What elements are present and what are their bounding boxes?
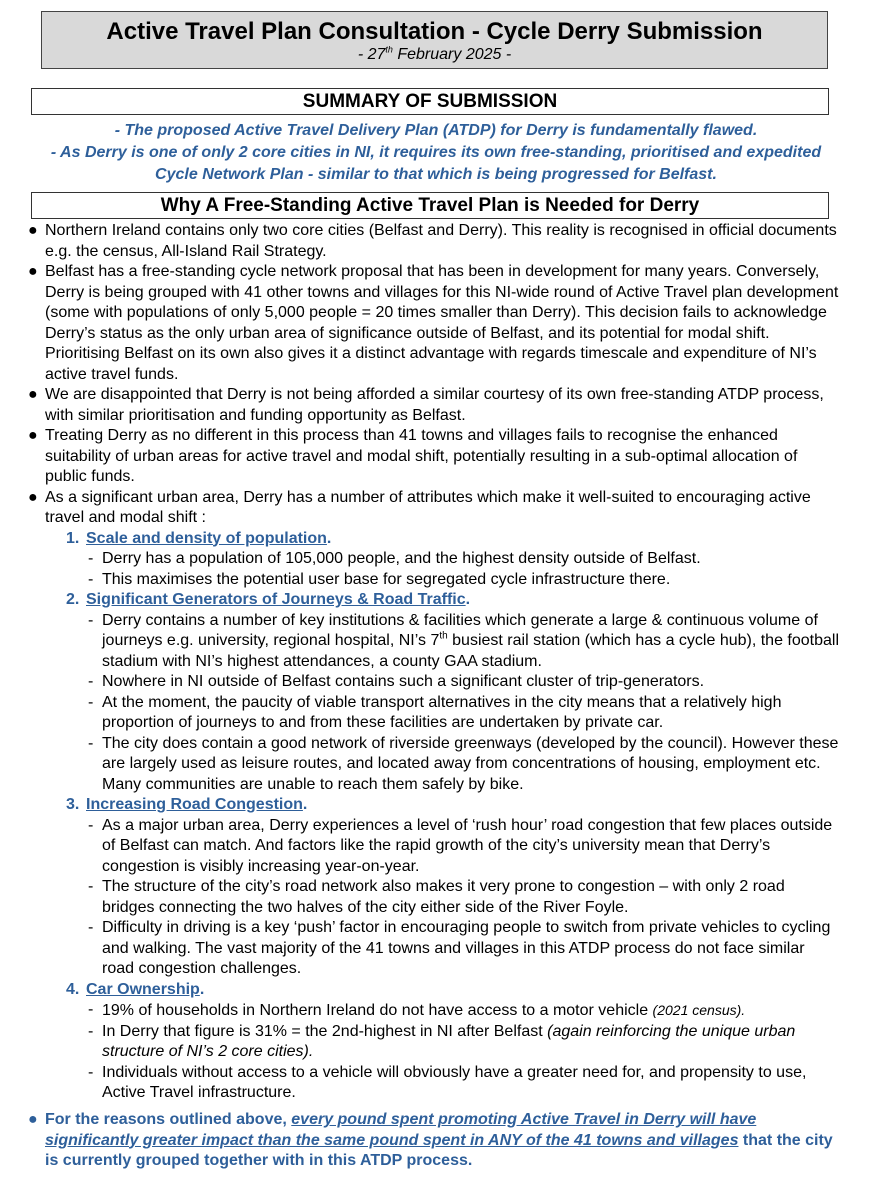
- attribute-point: - Individuals without access to a vehicle will obviously have a greater need for, and propensity to use, Active Travel infrastructure.: [88, 1063, 807, 1101]
- summary-line-2: - As Derry is one of only 2 core cities in NI, it requires its own free-standing, prioritised and expedited Cycle Network Plan - similar to that which is being progressed for Belfast.: [50, 144, 822, 183]
- attribute-heading: 1. Scale and density of population.: [66, 529, 332, 547]
- attribute-point: - In Derry that figure is 31% = the 2nd-highest in NI after Belfast (again reinforcing the unique urban structure of NI’s 2 core cities).: [88, 1022, 796, 1060]
- document-date: - 27th February 2025 -: [357, 44, 512, 63]
- bullet-item: ● Belfast has a free-standing cycle network proposal that has been in development for many years. Conversely, Derry is being grouped with 41 other towns and villages for this NI-wide round of Active Travel plan development (some with populations of only 5,000 people = 20 times smaller than Derry). This decision fails to acknowledge Derry’s status as the only urban area of significance outside of Belfast, and its potential for modal shift. Prioritising Belfast on its own also gives it a distinct advantage with regards timescale and expenditure of NI’s active travel funds.: [28, 263, 839, 383]
- bullet-item: ● Northern Ireland contains only two core cities (Belfast and Derry). This reality is recognised in official documents e.g. the census, All-Island Rail Strategy.: [28, 222, 837, 260]
- attribute-point: - Difficulty in driving is a key ‘push’ factor in encouraging people to switch from private vehicles to cycling and walking. The vast majority of the 41 towns and villages in this ATDP process do not face similar road congestion challenges.: [88, 919, 831, 977]
- bullet-icon: ●: [28, 263, 38, 280]
- bullet-icon: ●: [28, 1111, 38, 1128]
- conclusion: ● For the reasons outlined above, every pound spent promoting Active Travel in Derry will have significantly greater impact than the same pound spent in ANY of the 41 towns and villages that the city is currently grouped together with in this ATDP process.: [28, 1111, 833, 1169]
- conclusion-emphasis: every pound spent promoting Active Travel in Derry will have significantly greater impact than the same pound spent in ANY of the 41 towns and villages: [45, 1111, 757, 1149]
- why-heading: Why A Free-Standing Active Travel Plan is Needed for Derry: [31, 192, 829, 219]
- bullet-icon: ●: [28, 222, 38, 239]
- why-content: [28, 221, 840, 1104]
- attribute-point: - Derry contains a number of key institutions & facilities which generate a large & continuous volume of journeys e.g. university, regional hospital, NI’s 7th busiest rail station (which has a cycle hub), the football stadium with NI’s highest attendances, a county GAA stadium.: [88, 611, 840, 670]
- attribute-point: - At the moment, the paucity of viable transport alternatives in the city means that a relatively high proportion of journeys to and from these facilities are undertaken by private car.: [88, 693, 782, 731]
- attribute-point: - As a major urban area, Derry experiences a level of ‘rush hour’ road congestion that few places outside of Belfast can match. And factors like the rapid growth of the city’s university mean that Derry’s congestion is visibly increasing year-on-year.: [88, 816, 833, 875]
- bullet-item: ● Treating Derry as no different in this process than 41 towns and villages fails to recognise the enhanced suitability of urban areas for active travel and modal shift, potentially resulting in a sub-optimal allocation of public funds.: [28, 427, 798, 485]
- summary-text: [31, 120, 841, 186]
- attribute-point: - Nowhere in NI outside of Belfast contains such a significant cluster of trip-generators.: [88, 673, 705, 690]
- attribute-point: - This maximises the potential user base for segregated cycle infrastructure there.: [88, 570, 671, 588]
- attribute-heading: 4. Car Ownership.: [66, 980, 205, 998]
- attribute-point: - Derry has a population of 105,000 people, and the highest density outside of Belfast.: [88, 550, 701, 567]
- title-box: [41, 11, 828, 69]
- attribute-point: - The city does contain a good network of riverside greenways (developed by the council). However these are largely used as leisure routes, and located away from concentrations of housing, employment etc. Many communities are unable to reach them safely by bike.: [88, 734, 839, 793]
- attribute-heading: 3. Increasing Road Congestion.: [66, 796, 308, 813]
- bullet-icon: ●: [28, 386, 38, 403]
- bullet-item: ● As a significant urban area, Derry has a number of attributes which make it well-suited to encouraging active travel and modal shift :: [28, 488, 811, 526]
- attribute-heading: 2. Significant Generators of Journeys & Road Traffic.: [66, 591, 471, 608]
- attribute-point: - 19% of households in Northern Ireland do not have access to a motor vehicle (2021 census).: [88, 1001, 746, 1019]
- attribute-point: - The structure of the city’s road network also makes it very prone to congestion – with only 2 road bridges connecting the two halves of the city either side of the River Foyle.: [88, 878, 785, 916]
- bullet-icon: ●: [28, 427, 38, 444]
- bullet-item: ● We are disappointed that Derry is not being afforded a similar courtesy of its own free-standing ATDP process, with similar prioritisation and funding opportunity as Belfast.: [28, 386, 824, 424]
- summary-line-1: - The proposed Active Travel Delivery Plan (ATDP) for Derry is fundamentally flawed.: [114, 122, 758, 139]
- document-title: Active Travel Plan Consultation - Cycle Derry Submission: [106, 18, 763, 45]
- summary-heading: SUMMARY OF SUBMISSION: [31, 88, 829, 115]
- bullet-icon: ●: [28, 488, 38, 506]
